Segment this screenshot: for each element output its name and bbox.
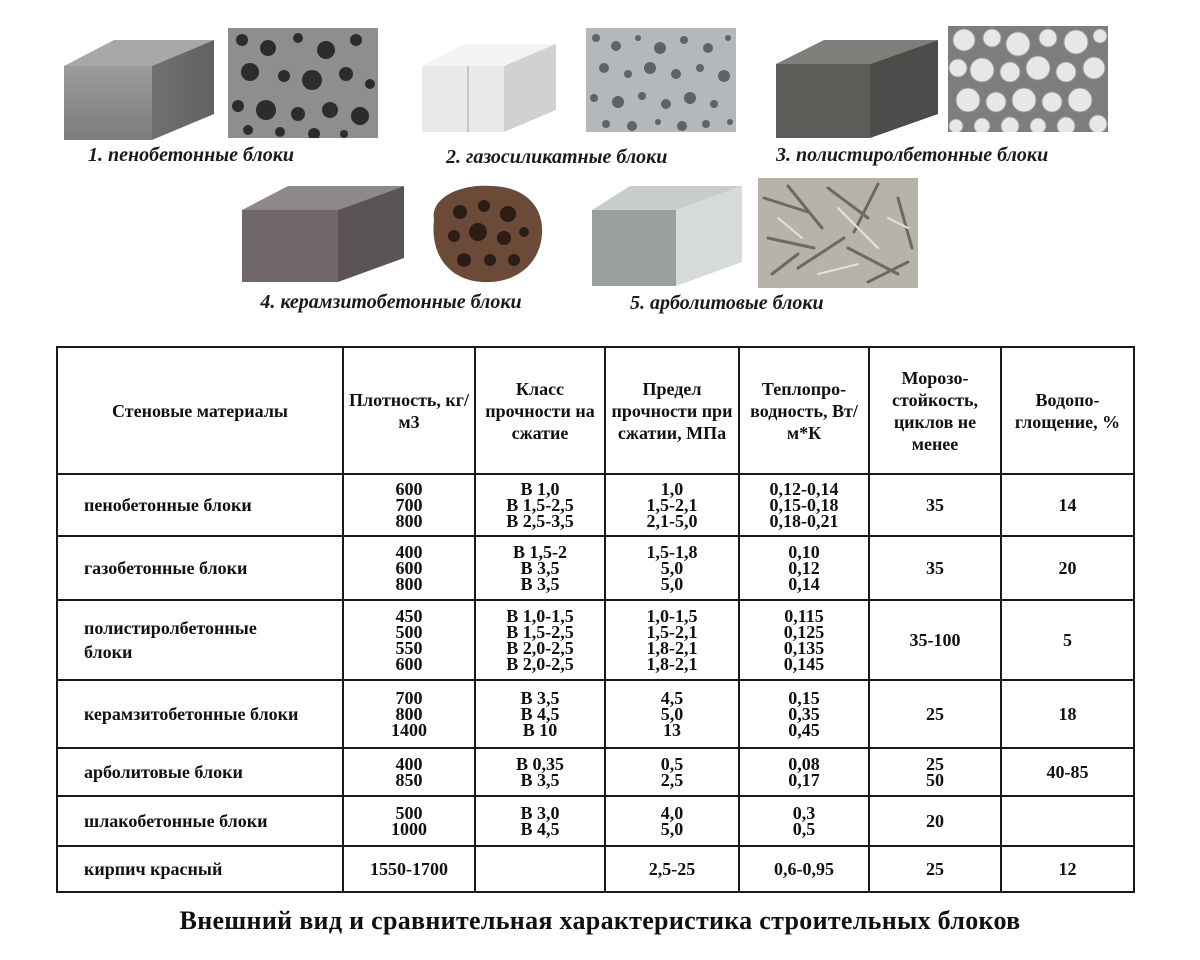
cell-frost: 20 xyxy=(926,811,944,831)
header-strength-class: Класс прочности на сжатие xyxy=(475,347,605,474)
cell-water: 20 xyxy=(1058,558,1077,578)
cell-conductivity: 0,3 0,5 xyxy=(792,803,816,839)
gas-silicate-block-image xyxy=(420,42,570,134)
polystyrene-concrete-texture-image xyxy=(948,26,1108,132)
cell-material: газобетонные блоки xyxy=(57,536,343,600)
cell-strength-limit: 2,5-25 xyxy=(648,859,696,879)
table-row xyxy=(57,748,1134,796)
cell-conductivity: 0,08 0,17 xyxy=(788,754,820,790)
arbolit-texture-image xyxy=(758,178,918,288)
cell-strength-limit: 1,0 1,5-2,1 2,1-5,0 xyxy=(646,479,698,531)
polystyrene-concrete-block-image xyxy=(774,38,944,140)
cell-conductivity: 0,12-0,14 0,15-0,18 0,18-0,21 xyxy=(769,479,839,531)
cell-strength-class: В 3,0 В 4,5 xyxy=(520,803,560,839)
cell-strength-limit: 1,5-1,8 5,0 5,0 xyxy=(646,542,698,594)
cell-frost: 25 xyxy=(926,859,944,879)
cell-water: 18 xyxy=(1058,704,1077,724)
comparison-table xyxy=(56,346,1135,893)
cell-material: пенобетонные блоки xyxy=(57,474,343,536)
caption-polystyrene-concrete: 3. полистиролбетонные блоки xyxy=(776,144,1049,166)
cell-density: 500 1000 xyxy=(391,803,427,839)
cell-material: кирпич красный xyxy=(57,846,343,892)
header-water-absorption: Водопо- глощение, % xyxy=(1001,347,1134,474)
cell-density: 700 800 1400 xyxy=(391,688,427,740)
caption-gas-silicate: 2. газосиликатные блоки xyxy=(446,146,668,168)
cell-material: арболитовые блоки xyxy=(57,748,343,796)
header-strength-limit: Предел прочности при сжатии, МПа xyxy=(605,347,739,474)
header-frost-resistance: Морозо- стойкость, циклов не менее xyxy=(869,347,1001,474)
table-row xyxy=(57,680,1134,748)
cell-frost: 25 xyxy=(926,704,944,724)
cell-conductivity: 0,115 0,125 0,135 0,145 xyxy=(783,606,825,674)
cell-density: 400 600 800 xyxy=(395,542,423,594)
cell-conductivity: 0,15 0,35 0,45 xyxy=(788,688,820,740)
header-material: Стеновые материалы xyxy=(57,347,343,474)
foam-concrete-texture-image xyxy=(228,28,378,138)
cell-conductivity: 0,6-0,95 xyxy=(774,859,834,879)
cell-density: 600 700 800 xyxy=(395,479,423,531)
cell-frost: 35-100 xyxy=(909,630,961,650)
cell-material: керамзитобетонные блоки xyxy=(57,680,343,748)
cell-density: 450 500 550 600 xyxy=(395,606,423,674)
gas-silicate-texture-image xyxy=(586,28,736,132)
cell-water: 5 xyxy=(1063,630,1072,650)
foam-concrete-block-image xyxy=(62,36,222,146)
cell-strength-limit: 0,5 2,5 xyxy=(660,754,684,790)
cell-water: 14 xyxy=(1058,495,1077,515)
caption-ceramsite-concrete: 4. керамзитобетонные блоки xyxy=(260,291,522,313)
cell-frost: 25 50 xyxy=(926,754,944,790)
cell-frost: 35 xyxy=(926,495,944,515)
arbolit-block-image xyxy=(590,184,750,288)
ceramsite-granule-image xyxy=(420,180,550,286)
cell-strength-class: В 1,5-2 В 3,5 В 3,5 xyxy=(513,542,567,594)
cell-water: 40-85 xyxy=(1046,762,1089,782)
cell-strength-limit: 4,5 5,0 13 xyxy=(660,688,684,740)
header-density: Плотность, кг/м3 xyxy=(343,347,475,474)
cell-strength-class: В 0,35 В 3,5 xyxy=(515,754,564,790)
cell-material: полистиролбетонные блоки xyxy=(57,600,343,680)
cell-density: 400 850 xyxy=(395,754,423,790)
cell-strength-class: В 1,0-1,5 В 1,5-2,5 В 2,0-2,5 В 2,0-2,5 xyxy=(506,606,574,674)
ceramsite-concrete-block-image xyxy=(240,184,410,284)
header-conductivity: Теплопро- водность, Вт/м*К xyxy=(739,347,869,474)
caption-foam-concrete: 1. пенобетонные блоки xyxy=(88,144,294,166)
table-row xyxy=(57,536,1134,600)
table-row xyxy=(57,796,1134,846)
figure-title: Внешний вид и сравнительная характеристика строительных блоков xyxy=(179,906,1021,935)
cell-strength-class: В 3,5 В 4,5 В 10 xyxy=(520,688,560,740)
cell-frost: 35 xyxy=(926,558,944,578)
table-row xyxy=(57,600,1134,680)
table-row xyxy=(57,846,1134,892)
table-row xyxy=(57,474,1134,536)
cell-strength-limit: 1,0-1,5 1,5-2,1 1,8-2,1 1,8-2,1 xyxy=(646,606,698,674)
cell-material: шлакобетонные блоки xyxy=(57,796,343,846)
table-header-row xyxy=(57,347,1134,474)
cell-water: 12 xyxy=(1058,859,1077,879)
cell-density: 1550-1700 xyxy=(370,859,448,879)
caption-arbolit: 5. арболитовые блоки xyxy=(630,292,824,314)
cell-strength-limit: 4,0 5,0 xyxy=(660,803,684,839)
cell-strength-class: В 1,0 В 1,5-2,5 В 2,5-3,5 xyxy=(506,479,574,531)
cell-conductivity: 0,10 0,12 0,14 xyxy=(788,542,820,594)
